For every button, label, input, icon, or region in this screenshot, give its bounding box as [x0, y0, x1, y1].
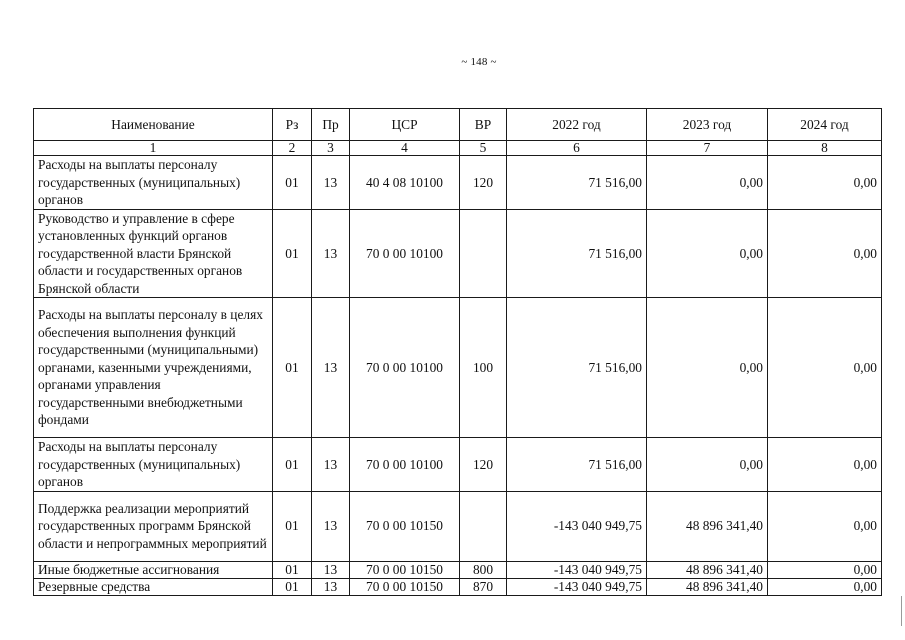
table-row	[34, 438, 882, 492]
table-row	[34, 156, 882, 210]
row-rz: 01	[273, 561, 312, 578]
budget-table	[33, 108, 882, 596]
row-csr: 70 0 00 10150	[350, 561, 460, 578]
row-pr: 13	[312, 491, 350, 561]
row-2024: 0,00	[768, 578, 882, 595]
header-vr: ВР	[460, 109, 507, 141]
scan-edge-mark	[901, 596, 902, 626]
row-csr: 70 0 00 10100	[350, 438, 460, 492]
header-pr: Пр	[312, 109, 350, 141]
table-row	[34, 561, 882, 578]
row-csr: 40 4 08 10100	[350, 156, 460, 210]
row-vr: 100	[460, 298, 507, 438]
table-body	[34, 156, 882, 596]
header-2023: 2023 год	[647, 109, 768, 141]
row-2024: 0,00	[768, 209, 882, 298]
header-csr: ЦСР	[350, 109, 460, 141]
row-vr: 800	[460, 561, 507, 578]
column-number-row	[34, 141, 882, 156]
row-2023: 0,00	[647, 438, 768, 492]
row-vr	[460, 209, 507, 298]
row-pr: 13	[312, 561, 350, 578]
row-csr: 70 0 00 10150	[350, 491, 460, 561]
row-rz: 01	[273, 578, 312, 595]
row-name: Поддержка реализации мероприятий государственных программ Брянской области и непрограммных мероприятий	[34, 491, 273, 561]
row-name: Резервные средства	[34, 578, 273, 595]
column-number: 2	[273, 141, 312, 156]
row-2023: 0,00	[647, 209, 768, 298]
row-2022: -143 040 949,75	[507, 491, 647, 561]
row-2023: 48 896 341,40	[647, 578, 768, 595]
row-2024: 0,00	[768, 438, 882, 492]
row-name: Расходы на выплаты персоналу государственных (муниципальных) органов	[34, 438, 273, 492]
row-name: Расходы на выплаты персоналу государственных (муниципальных) органов	[34, 156, 273, 210]
row-vr: 120	[460, 438, 507, 492]
table-header	[34, 109, 882, 156]
row-2024: 0,00	[768, 156, 882, 210]
column-number: 1	[34, 141, 273, 156]
row-csr: 70 0 00 10150	[350, 578, 460, 595]
header-2022: 2022 год	[507, 109, 647, 141]
header-2024: 2024 год	[768, 109, 882, 141]
column-number: 6	[507, 141, 647, 156]
row-2024: 0,00	[768, 561, 882, 578]
row-2023: 48 896 341,40	[647, 561, 768, 578]
table-row	[34, 209, 882, 298]
row-csr: 70 0 00 10100	[350, 298, 460, 438]
row-vr: 120	[460, 156, 507, 210]
header-name: Наименование	[34, 109, 273, 141]
row-name: Руководство и управление в сфере установленных функций органов государственной власти Брянской области и государственных органов Брянской области	[34, 209, 273, 298]
column-number: 5	[460, 141, 507, 156]
row-pr: 13	[312, 298, 350, 438]
row-vr: 870	[460, 578, 507, 595]
page-number: ~ 148 ~	[461, 56, 497, 68]
row-rz: 01	[273, 438, 312, 492]
table-row	[34, 298, 882, 438]
row-rz: 01	[273, 209, 312, 298]
table-row	[34, 491, 882, 561]
row-pr: 13	[312, 438, 350, 492]
row-pr: 13	[312, 578, 350, 595]
row-name: Иные бюджетные ассигнования	[34, 561, 273, 578]
row-csr: 70 0 00 10100	[350, 209, 460, 298]
row-rz: 01	[273, 491, 312, 561]
header-rz: Рз	[273, 109, 312, 141]
row-2022: 71 516,00	[507, 438, 647, 492]
row-rz: 01	[273, 156, 312, 210]
header-row	[34, 109, 882, 141]
row-2023: 0,00	[647, 298, 768, 438]
row-2024: 0,00	[768, 491, 882, 561]
row-2022: 71 516,00	[507, 209, 647, 298]
row-2022: 71 516,00	[507, 298, 647, 438]
column-number: 7	[647, 141, 768, 156]
row-2024: 0,00	[768, 298, 882, 438]
column-number: 3	[312, 141, 350, 156]
row-2023: 48 896 341,40	[647, 491, 768, 561]
row-pr: 13	[312, 209, 350, 298]
row-2022: -143 040 949,75	[507, 561, 647, 578]
table-row	[34, 578, 882, 595]
row-2022: 71 516,00	[507, 156, 647, 210]
row-rz: 01	[273, 298, 312, 438]
row-name: Расходы на выплаты персоналу в целях обеспечения выполнения функций государственными (муниципальными) органами, казенными учреждениями, органами управления государственными внебюджетными фондами	[34, 298, 273, 438]
row-2023: 0,00	[647, 156, 768, 210]
column-number: 4	[350, 141, 460, 156]
row-2022: -143 040 949,75	[507, 578, 647, 595]
row-vr	[460, 491, 507, 561]
column-number: 8	[768, 141, 882, 156]
row-pr: 13	[312, 156, 350, 210]
